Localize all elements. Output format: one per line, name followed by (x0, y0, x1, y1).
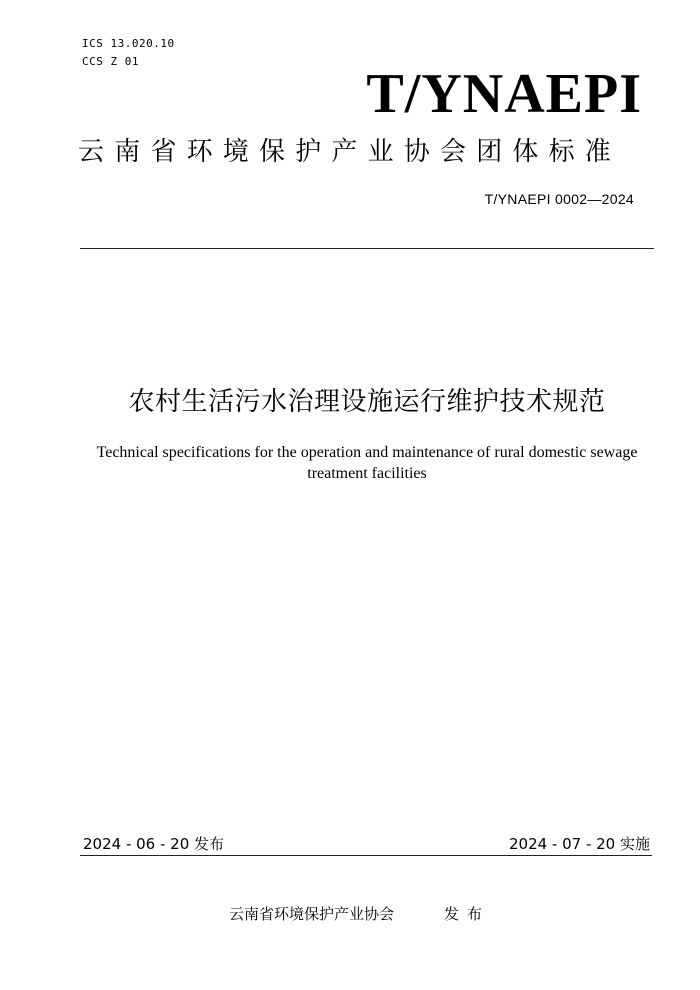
top-divider (80, 248, 654, 249)
standard-number: T/YNAEPI 0002—2024 (484, 191, 634, 207)
document-title-english: Technical specifications for the operation and maintenance of rural domestic sewage treatment facilities (96, 444, 638, 482)
document-title-chinese: 农村生活污水治理设施运行维护技术规范 (128, 387, 606, 417)
publisher-name: 云南省环境保护产业协会 (229, 905, 395, 923)
ics-code: ICS 13.020.10 (82, 37, 175, 50)
publisher-action: 发布 (444, 905, 491, 923)
effective-date: 2024 - 07 - 20 实施 (508, 835, 650, 853)
bottom-divider (80, 855, 652, 856)
organization-standard-heading: 云南省环境保护产业协会团体标准 (78, 137, 622, 167)
ccs-code: CCS Z 01 (82, 55, 139, 68)
release-date: 2024 - 06 - 20 发布 (83, 835, 225, 853)
standard-brand-logo: T/YNAEPI (366, 63, 642, 125)
